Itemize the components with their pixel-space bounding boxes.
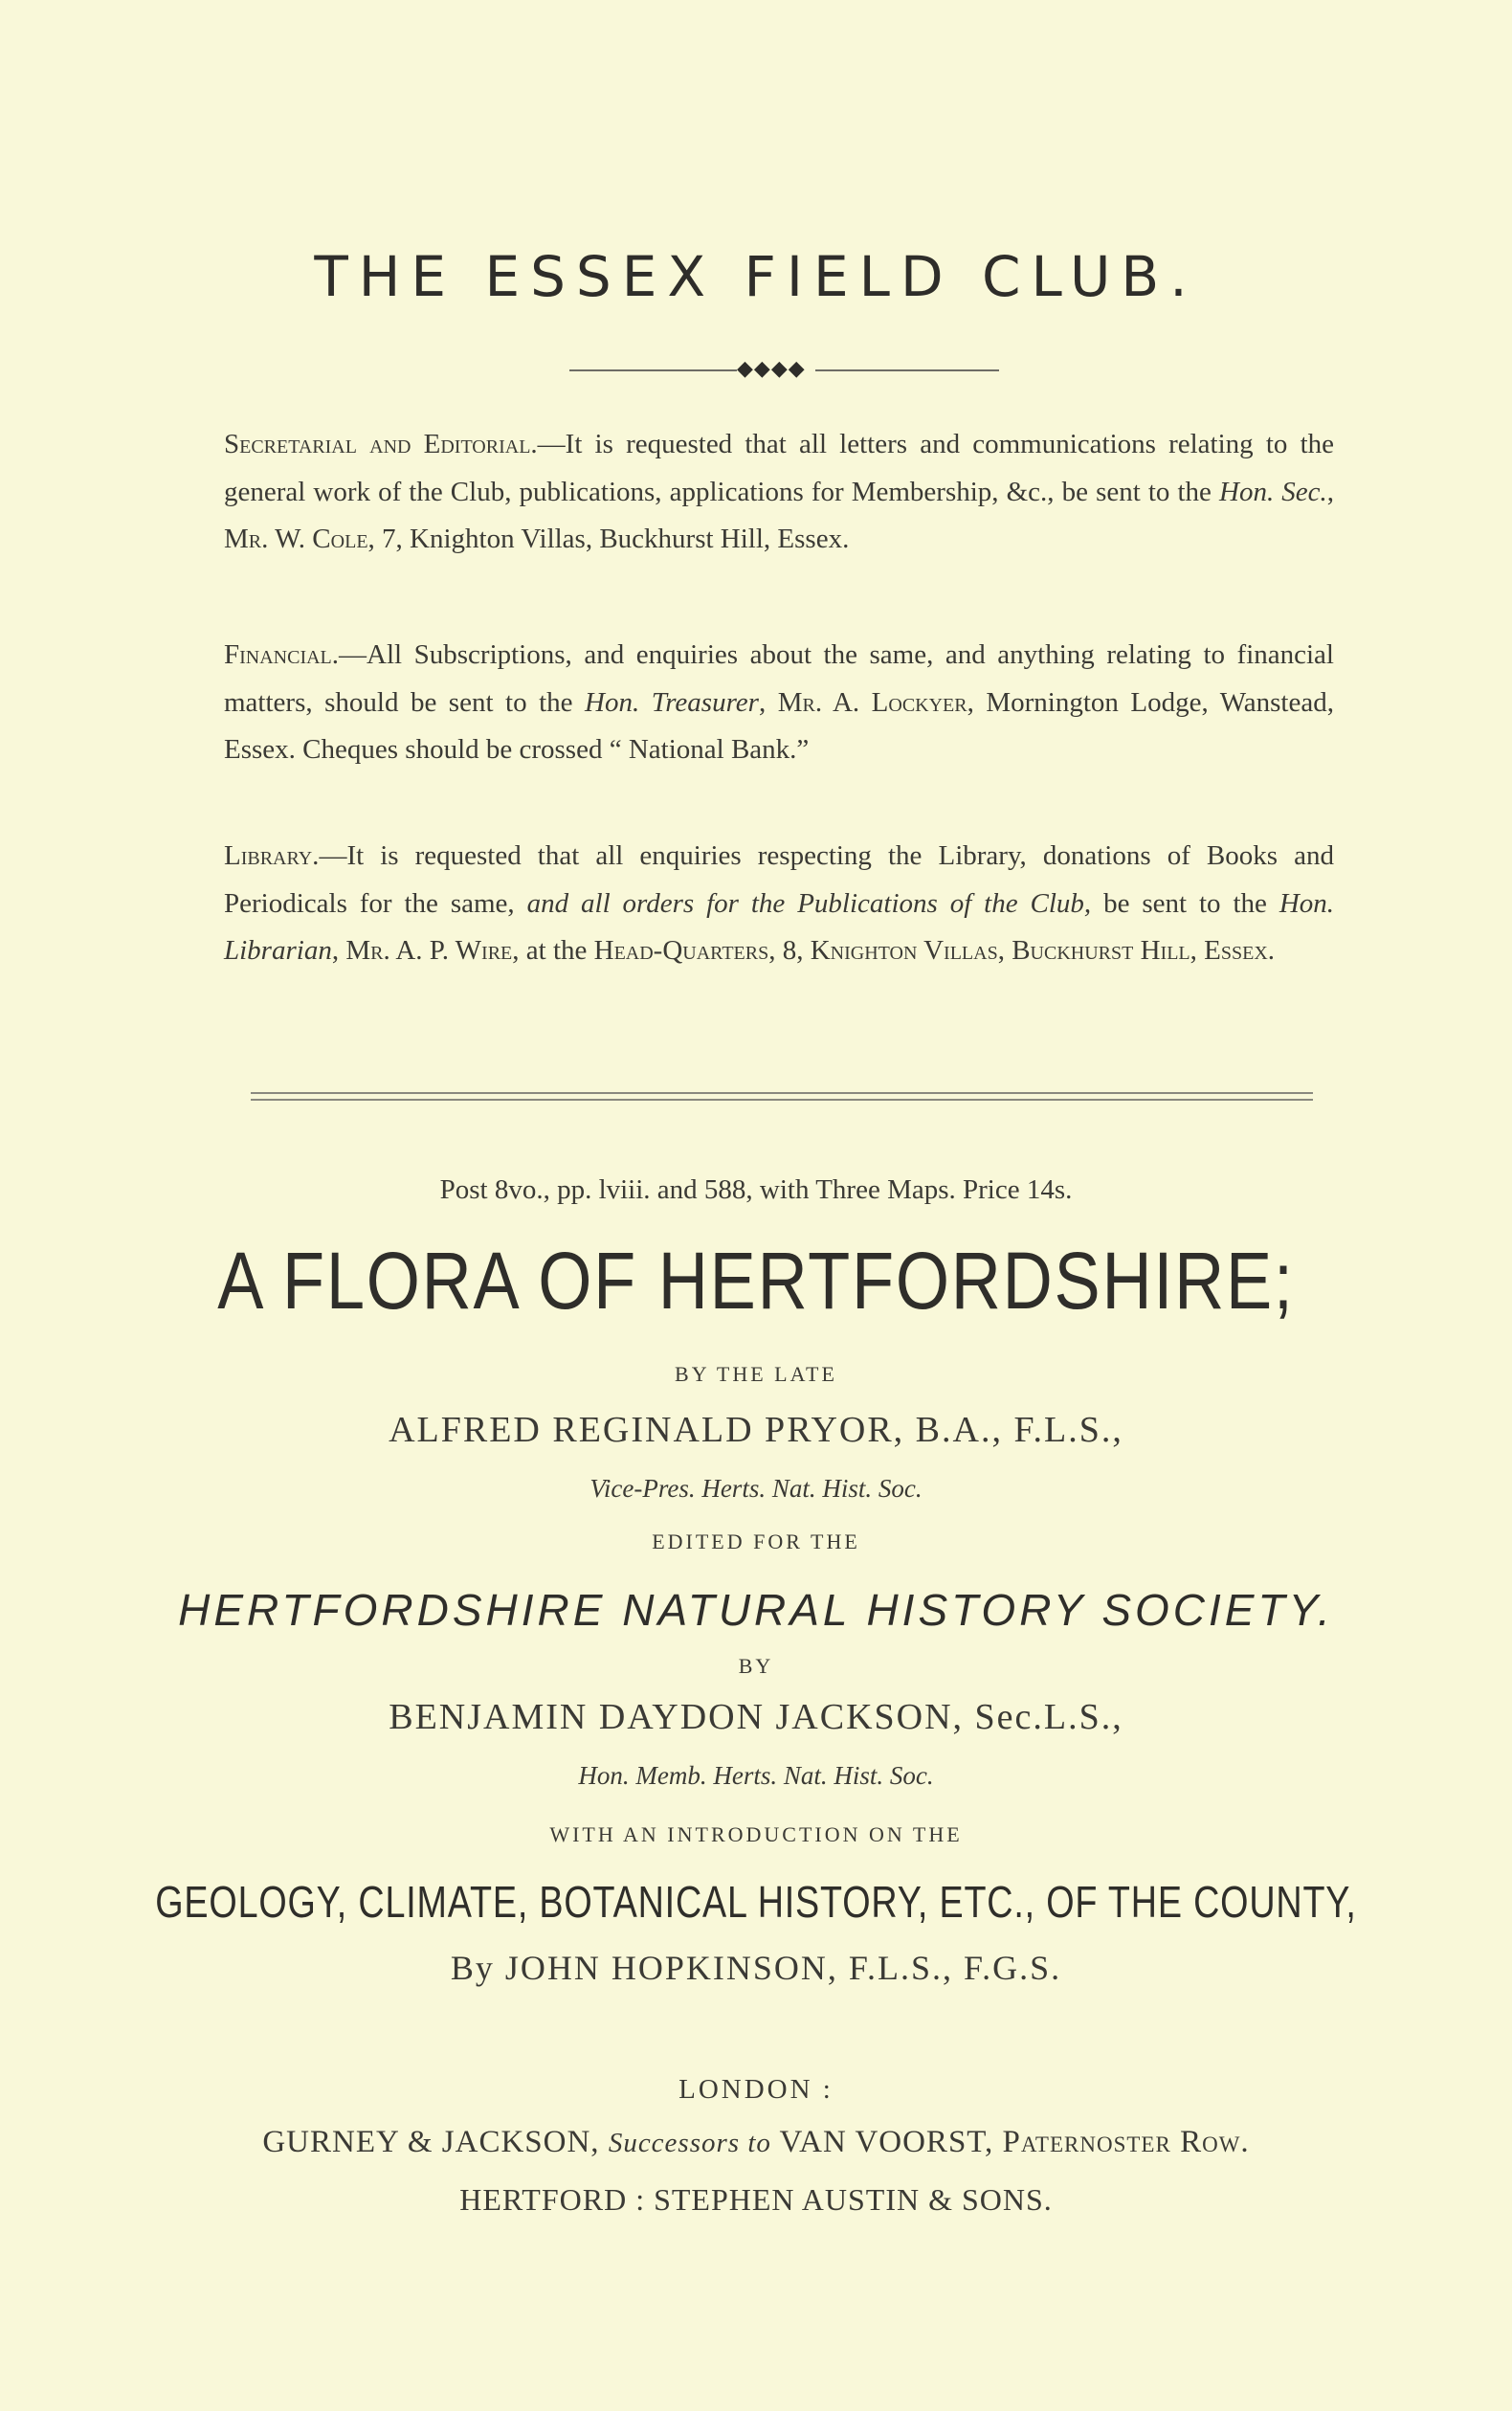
- editor-name: BENJAMIN DAYDON JACKSON, Sec.L.S.,: [389, 1697, 1123, 1737]
- publisher-predecessor: VAN VOORST,: [770, 2125, 1003, 2159]
- library-heading: Library.: [224, 840, 320, 871]
- society-name: HERTFORDSHIRE NATURAL HISTORY SOCIETY.: [178, 1585, 1334, 1635]
- library-name: Mr. A. P. Wire: [345, 935, 513, 966]
- financial-text-3: , Mornington Lodge, Wanstead, Essex. Cheques should be crossed “ National Bank.”: [224, 686, 1334, 765]
- financial-text-1: —All Subscriptions, and enquiries about the same, and anything relating to financial matters, should be sent to the: [224, 639, 1334, 718]
- secretarial-text-1: —It is requested that all letters and communications relating to the general work of the Club, publications, applications for Membership, &c., be sent to the: [224, 429, 1334, 507]
- secretarial-text-3: , 7, Knighton Villas, Buckhurst Hill, Essex.: [367, 524, 850, 554]
- imprint-publisher: [0, 2125, 1512, 2160]
- financial-text-2: ,: [758, 686, 778, 718]
- section-divider-top: [251, 1092, 1313, 1094]
- library-text-2: be sent to the: [1091, 887, 1279, 919]
- library-text-3: ,: [331, 935, 346, 966]
- author-role: Vice-Pres. Herts. Nat. Hist. Soc.: [589, 1474, 923, 1503]
- publisher-name: GURNEY & JACKSON,: [262, 2125, 609, 2159]
- editor-role: Hon. Memb. Herts. Nat. Hist. Soc.: [578, 1761, 934, 1790]
- library-address: Head-Quarters, 8, Knighton Villas, Buckhurst Hill, Essex.: [593, 935, 1276, 966]
- secretarial-text-2: ,: [1326, 476, 1335, 507]
- introduction-label: WITH AN INTRODUCTION ON THE: [549, 1822, 963, 1846]
- publisher-address: Paternoster Row.: [1002, 2125, 1250, 2159]
- introduction-subject: GEOLOGY, CLIMATE, BOTANICAL HISTORY, ETC., OF THE COUNTY,: [155, 1877, 1357, 1927]
- library-role: Hon. Librarian: [224, 887, 1335, 966]
- section-divider-bottom: [251, 1099, 1313, 1101]
- author-name: ALFRED REGINALD PRYOR, B.A., F.L.S.,: [389, 1410, 1123, 1450]
- ornament-line-left: [569, 369, 737, 371]
- book-title: A FLORA OF HERTFORDSHIRE;: [217, 1236, 1295, 1326]
- publisher-successors: Successors to: [608, 2128, 771, 2158]
- club-title: THE ESSEX FIELD CLUB.: [314, 244, 1198, 309]
- edited-for: EDITED FOR THE: [652, 1529, 860, 1553]
- introduction-author: By JOHN HOPKINSON, F.L.S., F.G.S.: [450, 1949, 1062, 1987]
- book-details: Post 8vo., pp. lviii. and 588, with Three Maps. Price 14s.: [439, 1174, 1073, 1205]
- secretarial-heading: Secretarial and Editorial.: [224, 429, 538, 459]
- financial-role: Hon. Treasurer: [585, 686, 759, 718]
- by-label: BY: [738, 1654, 774, 1678]
- diamond-ornament-icon: ◆◆◆◆: [737, 356, 806, 380]
- library-paragraph: [224, 833, 1334, 975]
- secretarial-name: Mr. W. Cole: [224, 524, 368, 554]
- by-the-late: BY THE LATE: [675, 1362, 837, 1386]
- financial-heading: Financial.: [224, 639, 340, 670]
- imprint-city: LONDON :: [678, 2074, 834, 2105]
- imprint-printer: HERTFORD : STEPHEN AUSTIN & SONS.: [459, 2182, 1053, 2217]
- secretarial-paragraph: [224, 421, 1334, 564]
- secretarial-role: Hon. Sec.: [1219, 476, 1327, 507]
- financial-paragraph: [224, 632, 1334, 774]
- library-text-4: , at the: [512, 935, 594, 966]
- ornament-line-right: [815, 369, 999, 371]
- financial-name: Mr. A. Lockyer: [777, 686, 967, 718]
- library-italic: and all orders for the Publications of the Club,: [526, 887, 1092, 919]
- title-ornament: [0, 356, 1512, 385]
- library-text-1: —It is requested that all enquiries respecting the Library, donations of Books and Periodicals for the same,: [224, 840, 1334, 919]
